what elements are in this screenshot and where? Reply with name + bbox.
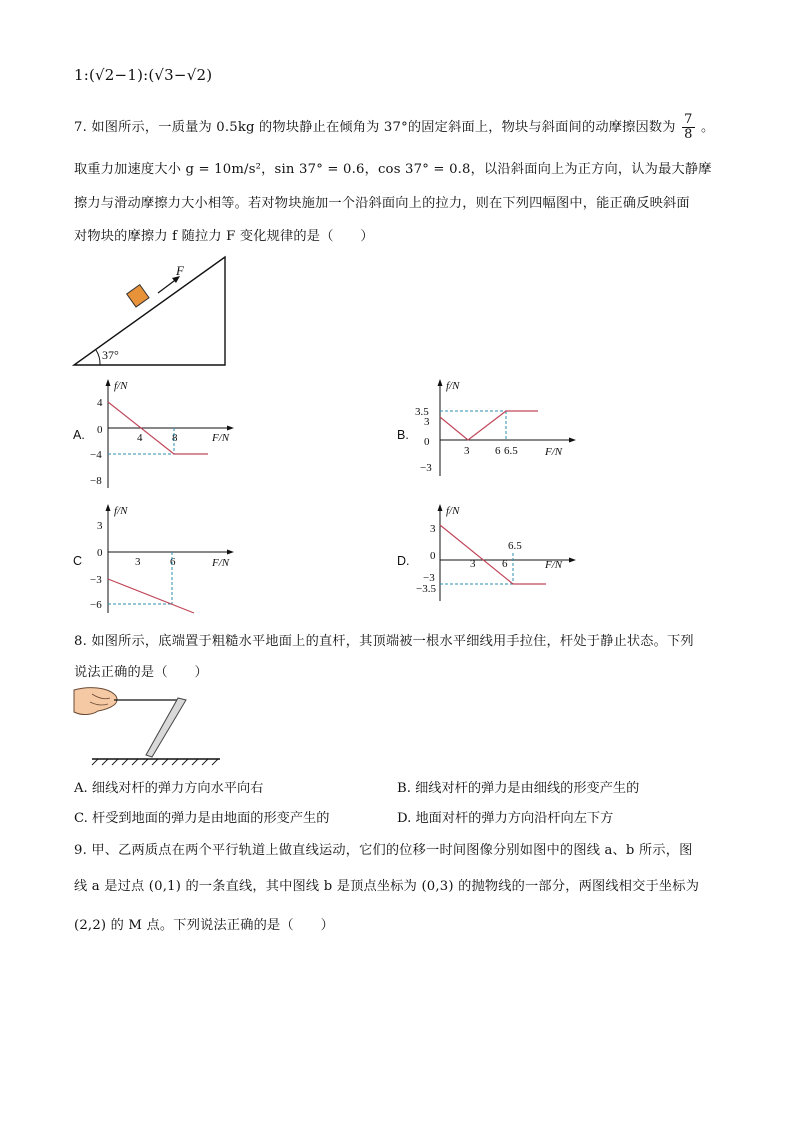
q8-option-c[interactable]: C. 杆受到地面的弹力是由地面的形变产生的: [74, 811, 330, 826]
option-b-label[interactable]: B.: [397, 428, 409, 442]
y-tick-0: 0: [97, 547, 103, 559]
q7-fraction: [682, 113, 694, 142]
q7-line3: 擦力与滑动摩擦力大小相等。若对物块施加一个沿斜面向上的拉力，则在下列四幅图中，能正确反映斜面: [74, 196, 690, 211]
x-tick-3: 3: [470, 558, 476, 570]
x-axis-label: F/N: [212, 557, 230, 569]
ground-hatching: [92, 759, 218, 765]
incline-triangle: [74, 257, 225, 365]
q8-option-b[interactable]: B. 细线对杆的弹力是由细线的形变产生的: [397, 781, 640, 796]
y-tick-3.5: 3.5: [415, 406, 429, 418]
x-axis-label: F/N: [212, 432, 230, 444]
y-axis-label: f/N: [114, 505, 128, 517]
option-a-graph: [88, 378, 238, 490]
x-tick-8: 8: [172, 432, 178, 444]
hand-icon: [74, 688, 117, 715]
graph-line: [108, 579, 194, 613]
angle-label: 37°: [102, 348, 119, 362]
x-tick-6: 6: [495, 445, 501, 457]
y-tick-4: 4: [97, 397, 103, 409]
angle-arc: [96, 350, 100, 365]
x-tick-3: 3: [464, 445, 470, 457]
option-d-graph: [412, 503, 582, 603]
q7-line1: [74, 113, 714, 142]
previous-answer: 1:(√2−1):(√3−√2): [74, 66, 213, 84]
y-tick-0: 0: [430, 550, 436, 562]
q7-line2: 取重力加速度大小 g = 10m/s²，sin 37° = 0.6，cos 37° = 0.8，以沿斜面向上为正方向，认为最大静摩: [74, 162, 712, 177]
q7-line4: 对物块的摩擦力 f 随拉力 F 变化规律的是（ ）: [74, 229, 374, 244]
option-c-label[interactable]: C: [73, 554, 83, 568]
rod-figure: [70, 684, 230, 766]
y-axis-label: f/N: [446, 505, 460, 517]
graph-line: [440, 411, 538, 440]
x-axis-label: F/N: [545, 446, 563, 458]
y-tick-neg3.5: −3.5: [416, 583, 436, 595]
y-tick-3: 3: [424, 416, 430, 428]
q8-option-d[interactable]: D. 地面对杆的弹力方向沿杆向左下方: [397, 811, 614, 826]
y-tick-neg3: −3: [423, 572, 435, 584]
y-tick-neg3: −3: [420, 462, 432, 474]
x-tick-6: 6: [170, 556, 176, 568]
x-tick-6: 6: [502, 558, 508, 570]
q8-line1: 8. 如图所示，底端置于粗糙水平地面上的直杆，其顶端被一根水平细线用手拉住，杆处于静止状态。下列: [74, 634, 694, 649]
option-c-graph: [88, 503, 238, 615]
x-tick-4: 4: [137, 432, 143, 444]
q9-line3: (2,2) 的 M 点。下列说法正确的是（ ）: [74, 918, 334, 933]
y-tick-0: 0: [97, 424, 103, 436]
q7-line1-text: 7. 如图所示，一质量为 0.5kg 的物块静止在倾角为 37°的固定斜面上，物块与斜面间的动摩擦因数为: [74, 120, 676, 135]
incline-figure: [70, 255, 235, 370]
option-a-label[interactable]: A.: [73, 428, 85, 442]
y-tick-neg4: −4: [90, 449, 102, 461]
y-tick-neg3: −3: [90, 574, 102, 586]
x-tick-3: 3: [135, 556, 141, 568]
x-axis-label: F/N: [545, 559, 563, 571]
x-tick-6.5: 6.5: [504, 445, 518, 457]
q7-frac-num: 7: [684, 112, 693, 127]
y-tick-3: 3: [97, 520, 103, 532]
q9-line2: 线 a 是过点 (0,1) 的一条直线，其中图线 b 是顶点坐标为 (0,3) 的抛物线的一部分，两图线相交于坐标为: [74, 879, 700, 894]
option-b-graph: [412, 378, 582, 478]
y-tick-0: 0: [424, 436, 430, 448]
graph-line: [440, 525, 546, 584]
q9-line1: 9. 甲、乙两质点在两个平行轨道上做直线运动，它们的位移一时间图像分别如图中的图线 a、b 所示，图: [74, 843, 693, 858]
q7-line1-end: 。: [700, 120, 715, 135]
q7-frac-den: 8: [684, 127, 693, 142]
y-tick-3: 3: [430, 523, 436, 535]
rod: [146, 698, 186, 757]
option-d-label[interactable]: D.: [397, 554, 410, 568]
q8-option-a[interactable]: A. 细线对杆的弹力方向水平向右: [74, 781, 264, 796]
y-axis-label: f/N: [446, 380, 460, 392]
x-tick-6.5: 6.5: [508, 540, 522, 552]
q8-line2: 说法正确的是（ ）: [74, 665, 208, 680]
y-tick-neg6: −6: [90, 599, 102, 611]
y-tick-neg8: −8: [90, 475, 102, 487]
y-axis-label: f/N: [114, 380, 128, 392]
block: [127, 285, 149, 307]
force-label: F: [176, 263, 184, 278]
